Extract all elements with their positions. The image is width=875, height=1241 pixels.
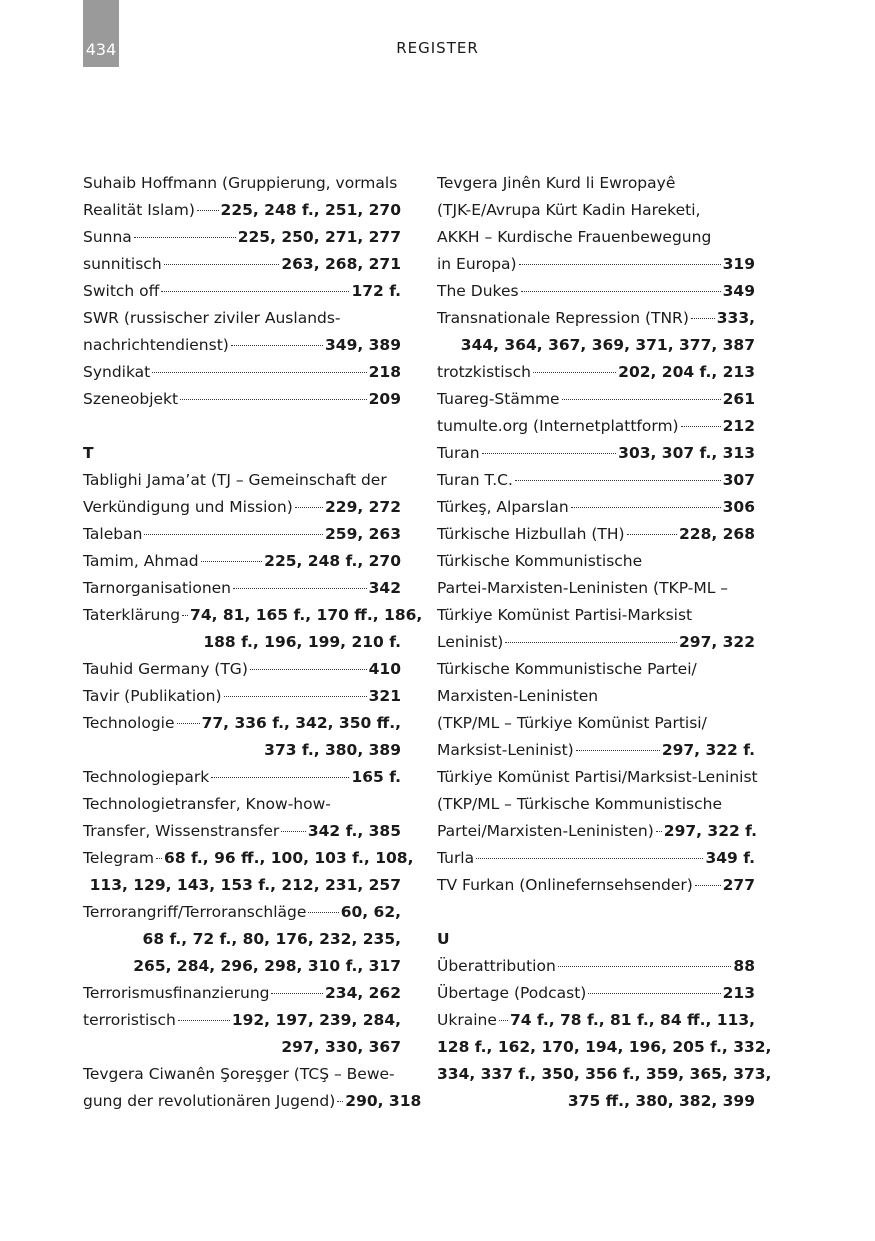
entry-term: Leninist) [437,633,504,651]
index-entry [83,467,401,521]
entry-pages-continued: 297, 330, 367 [281,1038,401,1056]
dot-leader [224,696,367,697]
entry-pages: 306 [722,498,755,516]
dot-leader [576,750,660,751]
entry-line [437,980,755,1007]
index-entry [83,575,401,602]
entry-pages: 229, 272 [325,498,401,516]
index-entry [83,548,401,575]
index-entry [83,602,423,656]
index-entry [437,440,755,467]
entry-term: Türkische Hizbullah (TH) [437,525,625,543]
entry-term: Marksist-Leninist) [437,741,574,759]
dot-leader [627,534,677,535]
entry-pages-continued: 188 f., 196, 199, 210 f. [203,633,401,651]
entry-term-line: AKKH – Kurdische Frauenbewegung [437,228,712,246]
entry-term: Türkeş, Alparslan [437,498,569,516]
entry-term: nachrichtendienst) [83,336,229,354]
dot-leader [519,264,721,265]
entry-line [83,683,401,710]
index-entry [83,1061,422,1115]
entry-line [83,224,401,251]
entry-pages: 225, 250, 271, 277 [237,228,401,246]
entry-pages: 77, 336 f., 342, 350 ff., [201,714,401,732]
entry-term: Transnationale Repression (TNR) [437,309,689,327]
entry-line [83,980,401,1007]
entry-line [437,845,755,872]
entry-pages: 290, 318 [345,1092,422,1110]
index-column-right [437,170,772,1115]
entry-line [83,764,401,791]
index-entry [437,1007,772,1115]
index-entry [437,170,755,278]
entry-pages: 225, 248 f., 270 [264,552,401,570]
index-entry [83,170,401,224]
entry-pages: 333, [716,309,755,327]
entry-line [83,710,401,737]
entry-line [437,467,755,494]
index-entry [83,386,401,413]
index-entry [83,683,401,710]
index-entry [437,278,755,305]
index-entry [83,656,401,683]
dot-leader [271,993,323,994]
entry-term: terroristisch [83,1011,176,1029]
dot-leader [281,831,306,832]
entry-term: Überattribution [437,957,556,975]
index-entry [83,764,401,791]
entry-pages: 307 [722,471,755,489]
entry-line [437,1007,755,1034]
dot-leader [656,831,662,832]
entry-term: Realität Islam) [83,201,195,219]
entry-pages: 209 [368,390,401,408]
index-entry [437,494,755,521]
entry-pages: 192, 197, 239, 284, [231,1011,401,1029]
entry-pages: 225, 248 f., 251, 270 [220,201,401,219]
entry-pages: 349 [722,282,755,300]
entry-term-line: (TJK-E/Avrupa Kürt Kadin Hareketi, [437,201,701,219]
entry-pages: 349 f. [705,849,755,867]
entry-term-line: Tevgera Jinên Kurd li Ewropayê [437,174,676,192]
dot-leader [337,1101,343,1102]
entry-line [437,386,755,413]
dot-leader [144,534,323,535]
dot-leader [231,345,323,346]
index-section-letter: T [83,444,94,462]
index-entry [83,1007,401,1061]
entry-term-line: Tablighi Jama’at (TJ – Gemeinschaft der [83,471,387,489]
entry-line [83,359,401,386]
dot-leader [134,237,236,238]
entry-pages-continued: 113, 129, 143, 153 f., 212, 231, 257 [89,876,401,894]
entry-term-line: SWR (russischer ziviler Auslands- [83,309,341,327]
entry-term: Übertage (Podcast) [437,984,587,1002]
page-number: 434 [83,0,119,67]
entry-line [437,521,755,548]
entry-term-line: Tevgera Ciwanên Şoreşger (TCŞ – Bewe- [83,1065,395,1083]
index-entry [83,845,414,899]
entry-line [83,575,401,602]
entry-term: sunnitisch [83,255,162,273]
dot-leader [180,399,367,400]
entry-line [83,197,401,224]
entry-term-line: (TKP/ML – Türkische Kommunistische [437,795,723,813]
entry-term: Tavir (Publikation) [83,687,222,705]
entry-term: Switch off [83,282,160,300]
entry-term: gung der revolutionären Jugend) [83,1092,336,1110]
entry-pages: 261 [722,390,755,408]
dot-leader [558,966,732,967]
entry-line [437,872,755,899]
entry-line [437,251,755,278]
entry-term: Turla [437,849,475,867]
entry-pages: 303, 307 f., 313 [618,444,755,462]
dot-leader [562,399,721,400]
dot-leader [201,561,263,562]
index-entry [437,467,755,494]
entry-term: in Europa) [437,255,517,273]
entry-term: Tuareg-Stämme [437,390,560,408]
dot-leader [250,669,367,670]
entry-pages: 297, 322 f. [661,741,755,759]
dot-leader [182,615,188,616]
entry-pages-continued: 334, 337 f., 350, 356 f., 359, 365, 373, [437,1065,772,1083]
entry-term-line: Suhaib Hoffmann (Gruppierung, vormals [83,174,398,192]
dot-leader [308,912,338,913]
index-entry [83,251,401,278]
dot-leader [515,480,721,481]
entry-line [83,278,401,305]
entry-line [437,737,755,764]
entry-pages: 165 f. [351,768,401,786]
entry-pages-continued: 68 f., 72 f., 80, 176, 232, 235, [142,930,401,948]
entry-term: Technologie [83,714,175,732]
index-entry [83,791,401,845]
index-entry [83,224,401,251]
entry-line [83,1007,401,1034]
entry-pages: 202, 204 f., 213 [618,363,755,381]
dot-leader [295,507,323,508]
entry-line [83,602,423,629]
entry-term: Syndikat [83,363,151,381]
dot-leader [156,858,162,859]
index-entry [437,980,755,1007]
entry-line [83,332,401,359]
dot-leader [197,210,219,211]
dot-leader [482,453,617,454]
entry-pages: 172 f. [351,282,401,300]
entry-term: tumulte.org (Internetplattform) [437,417,679,435]
entry-line [83,548,401,575]
index-entry [437,656,755,764]
entry-term: Sunna [83,228,132,246]
entry-pages-continued: 375 ff., 380, 382, 399 [567,1092,755,1110]
index-entry [437,764,758,845]
entry-line [437,440,755,467]
entry-term: Partei/Marxisten-Leninisten) [437,822,654,840]
entry-line [83,1088,422,1115]
index-section-letter: U [437,930,450,948]
dot-leader [164,264,280,265]
entry-pages: 74 f., 78 f., 81 f., 84 ff., 113, [509,1011,755,1029]
entry-line [437,818,755,845]
entry-term-line: Türkiye Komünist Partisi-Marksist [437,606,693,624]
entry-term: Technologiepark [83,768,210,786]
entry-pages: 60, 62, [340,903,401,921]
entry-line [437,413,755,440]
index-entry [437,413,755,440]
entry-pages: 88 [733,957,755,975]
entry-pages: 321 [368,687,401,705]
entry-pages: 342 f., 385 [307,822,401,840]
entry-line [437,278,755,305]
entry-pages: 342 [368,579,401,597]
entry-term-line: Türkische Kommunistische Partei/ [437,660,697,678]
entry-pages: 234, 262 [325,984,401,1002]
entry-term: Verkündigung und Mission) [83,498,293,516]
entry-line [83,386,401,413]
dot-leader [588,993,720,994]
index-column-left [83,170,423,1115]
dot-leader [571,507,721,508]
dot-leader [691,318,715,319]
entry-line [437,305,755,332]
entry-term-line: Türkische Kommunistische [437,552,643,570]
entry-pages: 297, 322 f. [663,822,757,840]
index-entry [83,359,401,386]
dot-leader [476,858,703,859]
entry-pages: 213 [722,984,755,1002]
entry-line [437,629,755,656]
entry-line [437,359,755,386]
dot-leader [177,723,200,724]
entry-pages: 259, 263 [325,525,401,543]
entry-pages-continued: 373 f., 380, 389 [264,741,401,759]
entry-pages-continued: 128 f., 162, 170, 194, 196, 205 f., 332, [437,1038,772,1056]
entry-pages: 74, 81, 165 f., 170 ff., 186, [190,606,423,624]
index-entry [437,845,755,872]
index-entry [437,521,755,548]
entry-term: The Dukes [437,282,519,300]
entry-line [83,251,401,278]
dot-leader [533,372,616,373]
entry-term: Tamim, Ahmad [83,552,199,570]
index-entry [437,548,755,656]
dot-leader [505,642,677,643]
entry-term: Telegram [83,849,155,867]
dot-leader [521,291,721,292]
entry-line [83,899,401,926]
dot-leader [161,291,349,292]
entry-line [437,494,755,521]
entry-pages: 68 f., 96 ff., 100, 103 f., 108, [164,849,414,867]
entry-term: Ukraine [437,1011,497,1029]
index-entry [437,359,755,386]
entry-term: Tarnorganisationen [83,579,231,597]
entry-term: Turan [437,444,480,462]
entry-term-line: Marxisten-Leninisten [437,687,599,705]
index-entry [83,305,401,359]
index-entry [437,872,755,899]
entry-pages: 410 [368,660,401,678]
entry-term-line: Technologietransfer, Know-how- [83,795,331,813]
dot-leader [499,1020,508,1021]
entry-term: Terrorismusfinanzierung [83,984,270,1002]
entry-term: trotzkistisch [437,363,531,381]
entry-term-line: (TKP/ML – Türkiye Komünist Partisi/ [437,714,707,732]
dot-leader [152,372,366,373]
index-entry [83,278,401,305]
entry-term: Turan T.C. [437,471,513,489]
entry-line [83,494,401,521]
entry-line [83,845,414,872]
entry-line [83,521,401,548]
index-entry [437,386,755,413]
entry-pages: 218 [368,363,401,381]
entry-line [437,953,755,980]
entry-pages: 263, 268, 271 [281,255,401,273]
dot-leader [178,1020,230,1021]
index-entry [83,521,401,548]
entry-pages: 297, 322 [679,633,755,651]
entry-pages: 228, 268 [679,525,755,543]
running-head: REGISTER [396,39,479,57]
dot-leader [211,777,349,778]
entry-line [83,818,401,845]
entry-pages-continued: 265, 284, 296, 298, 310 f., 317 [133,957,401,975]
index-entry [83,899,401,980]
entry-term: Terrorangriff/Terroranschläge [83,903,307,921]
index-entry [437,305,755,359]
entry-pages: 212 [722,417,755,435]
entry-pages: 349, 389 [325,336,401,354]
dot-leader [695,885,721,886]
entry-term-line: Türkiye Komünist Partisi/Marksist-Leninist [437,768,758,786]
dot-leader [681,426,721,427]
dot-leader [233,588,367,589]
index-entry [83,710,401,764]
index-entry [437,953,755,980]
index-entry [83,980,401,1007]
entry-line [83,656,401,683]
entry-term: Taleban [83,525,143,543]
entry-term: Tauhid Germany (TG) [83,660,248,678]
entry-pages: 277 [722,876,755,894]
entry-term-line: Partei-Marxisten-Leninisten (TKP-ML – [437,579,729,597]
entry-pages: 319 [722,255,755,273]
entry-term: Szeneobjekt [83,390,179,408]
entry-term: Transfer, Wissenstransfer [83,822,280,840]
entry-pages-continued: 344, 364, 367, 369, 371, 377, 387 [460,336,755,354]
entry-term: Taterklärung [83,606,181,624]
entry-term: TV Furkan (Onlinefernsehsender) [437,876,693,894]
